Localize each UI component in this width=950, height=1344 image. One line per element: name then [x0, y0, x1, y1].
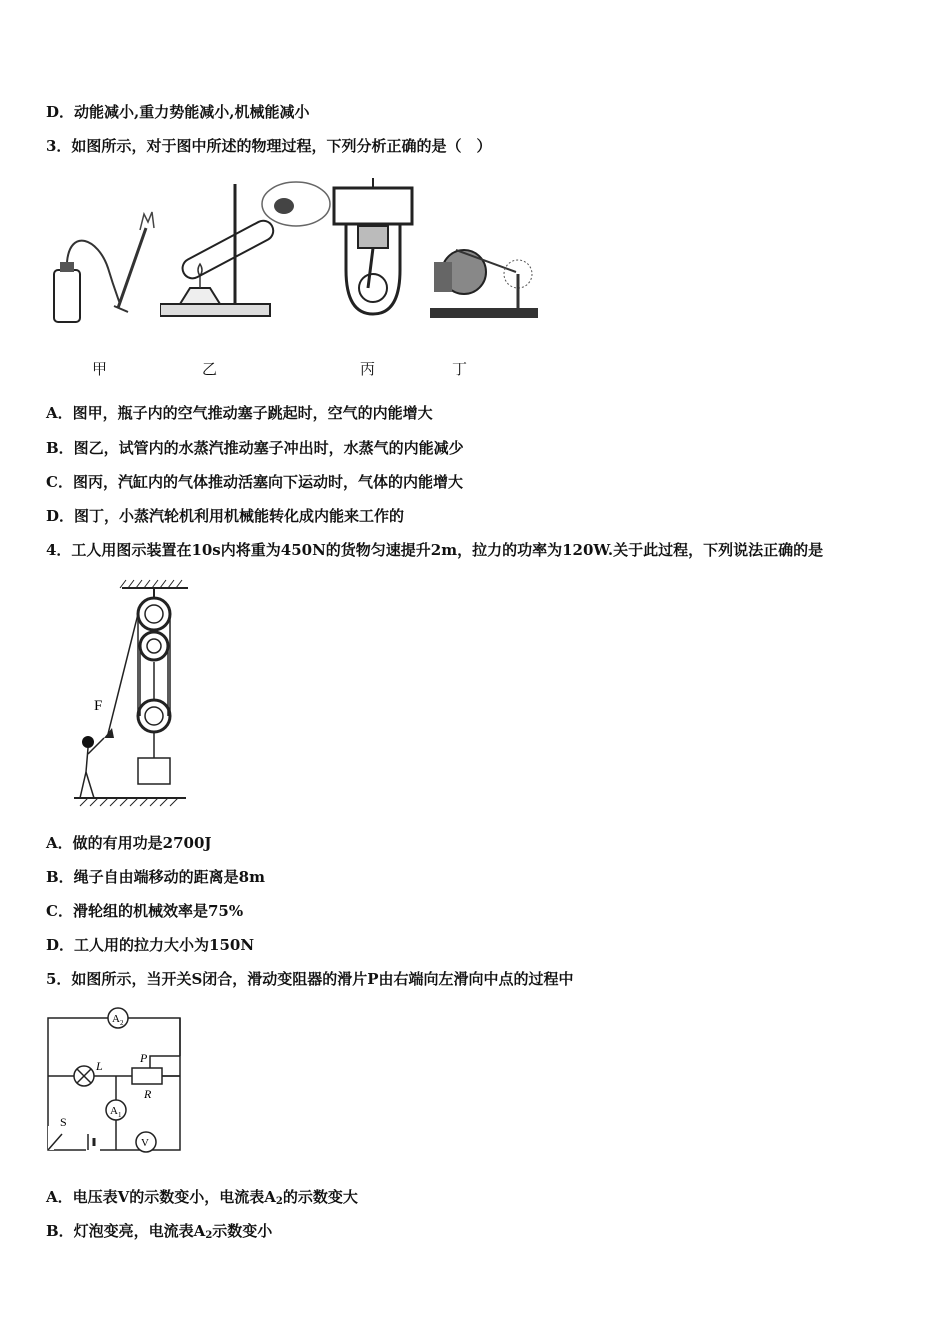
figure-ding — [426, 232, 541, 324]
q3-option-a: A．图甲，瓶子内的空气推动塞子跳起时，空气的内能增大 — [46, 404, 433, 422]
q4-option-d: D．工人用的拉力大小为150N — [46, 936, 255, 954]
lamp-label: L — [96, 1059, 103, 1073]
caption-ding: 丁 — [452, 360, 468, 378]
q5-option-b: B．灯泡变亮，电流表$A_2$示数变小 — [46, 1222, 273, 1241]
figure-yi — [160, 176, 340, 321]
a1-label: $A_1$ — [110, 1105, 122, 1119]
q3-stem: 3．如图所示，对于图中所述的物理过程，下列分析正确的是（ ） — [46, 137, 492, 155]
q3-option-d: D．图丁，小蒸汽轮机利用机械能转化成内能来工作的 — [46, 507, 405, 525]
caption-yi: 乙 — [202, 360, 218, 378]
v-label: V — [141, 1137, 149, 1149]
q3-option-c: C．图丙，汽缸内的气体推动活塞向下运动时，气体的内能增大 — [46, 473, 463, 491]
q2-option-d: D．动能减小,重力势能减小,机械能减小 — [46, 103, 310, 121]
slider-label: P — [140, 1051, 148, 1065]
q4-stem: 4．工人用图示装置在10s内将重为450N的货物匀速提升2m，拉力的功率为120W.关于此过程，下列说法正确的是 — [46, 541, 824, 559]
figure-jia — [48, 208, 168, 328]
q4-option-b: B．绳子自由端移动的距离是8m — [46, 868, 265, 886]
q4-option-a: A．做的有用功是2700J — [46, 834, 212, 852]
pulley-figure — [70, 578, 190, 810]
figure-bing — [328, 178, 418, 320]
circuit-figure — [40, 1004, 190, 1156]
caption-jia: 甲 — [92, 360, 108, 378]
q3-option-b: B．图乙，试管内的水蒸汽推动塞子冲出时，水蒸气的内能减少 — [46, 439, 464, 457]
caption-bing: 丙 — [360, 360, 376, 378]
q5-option-a: A．电压表V的示数变小，电流表$A_2$的示数变大 — [46, 1188, 358, 1207]
a2-label: $A_2$ — [112, 1013, 124, 1027]
q5-stem: 5．如图所示，当开关S闭合，滑动变阻器的滑片P由右端向左滑向中点的过程中 — [46, 970, 574, 988]
force-label: F — [94, 698, 103, 714]
rheostat-label: R — [144, 1087, 152, 1101]
q4-option-c: C．滑轮组的机械效率是75% — [46, 902, 244, 920]
switch-label: S — [60, 1115, 67, 1129]
